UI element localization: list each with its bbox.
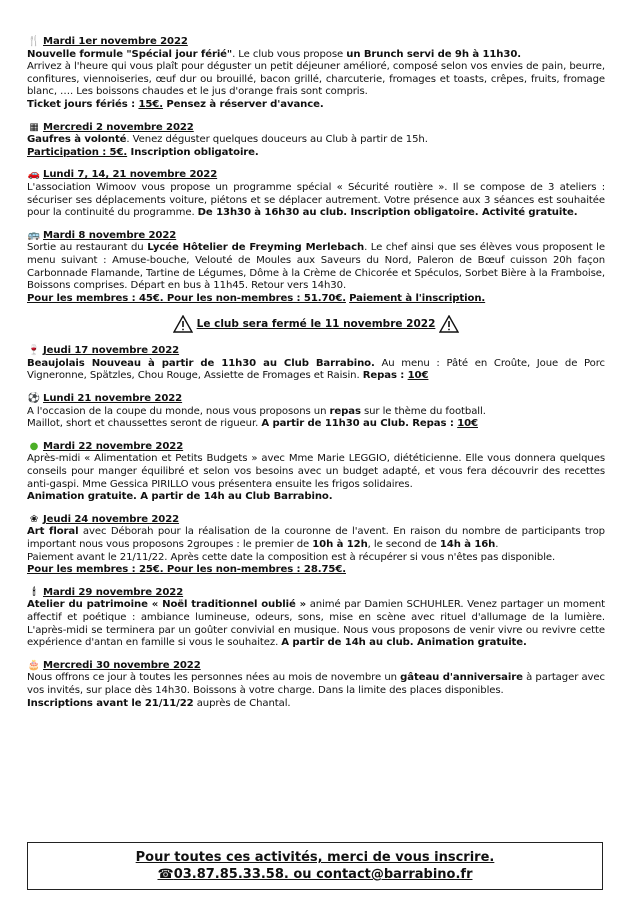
text-segment: . Venez déguster quelques douceurs au Club à partir de 15h.: [126, 134, 428, 146]
apple-icon: ●: [29, 440, 39, 452]
event-text: [27, 182, 605, 220]
event-text: [27, 453, 605, 491]
text-segment: Au menu : Pâté en Croûte, Joue de Porc Vigneronne, Spätzles, Chou Rouge, Assiette de Fromages et Raisin.: [27, 357, 605, 382]
text-segment: auprès de Chantal.: [193, 697, 291, 709]
event-text: [27, 99, 605, 112]
event-item: [27, 587, 605, 650]
text-segment: , le second de: [367, 539, 440, 550]
closed-notice-text: Le club sera fermé le 11 novembre 2022: [196, 318, 436, 331]
event-date: Mardi 29 novembre 2022: [43, 586, 184, 598]
event-title: [27, 169, 605, 182]
event-text: [27, 49, 605, 62]
event-text: [27, 406, 605, 419]
events-part-1: [27, 36, 605, 305]
text-segment: Pour les membres : 45€. Pour les non-membres : 51.70€.: [27, 292, 346, 304]
text-segment: 15€.: [138, 98, 163, 110]
phone-icon: ☎: [157, 867, 174, 882]
event-text: [27, 418, 605, 431]
candle-icon: 🕯: [32, 586, 36, 598]
event-text: [27, 293, 605, 306]
text-segment: Participation : 5€.: [27, 146, 128, 158]
flower-icon: ❀: [29, 513, 39, 525]
closed-notice: [27, 315, 605, 333]
event-title: [27, 587, 605, 600]
text-segment: Pour les membres : 25€. Pour les non-membres : 28.75€.: [27, 564, 346, 576]
event-text: [27, 599, 605, 649]
text-segment: Art floral: [27, 526, 79, 538]
event-item: [27, 122, 605, 160]
event-item: [27, 230, 605, 306]
footer-contact: [28, 867, 602, 882]
warning-icon: [173, 315, 193, 333]
waffle-icon: ▦: [29, 121, 39, 133]
text-segment: 10h à 12h: [312, 539, 368, 550]
text-segment: animé par Damien SCHUHLER. Venez partager un moment affectif et poétique : ambiance lumineuse, odeurs, sons, mise en scène avec rituel d'allumage de la lumière. L'après-midi se terminera par un goûter convivial en musique. Nous vous proposons de venir vivre ou revivre cette expérience d'antan en famille si vous le souhaitez.: [27, 599, 605, 649]
text-segment: Paiement avant le 21/11/22. Après cette date la composition est à récupérer si vous n'êtes pas disponible.: [27, 551, 556, 563]
event-text: [27, 242, 605, 292]
footer-contact-text: 03.87.85.33.58. ou contact@barrabino.fr: [173, 867, 473, 882]
event-text: [27, 698, 605, 711]
event-date: Lundi 7, 14, 21 novembre 2022: [43, 169, 218, 181]
event-date: Mardi 22 novembre 2022: [43, 440, 184, 452]
text-segment: 10€: [457, 418, 478, 430]
event-title: [27, 36, 605, 49]
text-segment: . Le chef ainsi que ses élèves vous proposent le menu suivant : Amuse-bouche, Velouté de Moules aux Saveurs du Nord, Paleron de Bœuf cuisson 20h façon Carbonnade Flamande, Tartine de Légumes, Dôme à la Crème de Chicorée et Spéculos, Sorbet Bière à la Framboise, Boissons comprises. Départ en bus à 11h45. Retour vers 14h30.: [27, 242, 605, 292]
text-segment: sur le thème du football.: [360, 405, 486, 417]
event-date: Mercredi 30 novembre 2022: [43, 659, 201, 671]
event-item: [27, 441, 605, 504]
event-title: [27, 660, 605, 673]
text-segment: Atelier du patrimoine « Noël traditionnel oublié »: [27, 599, 307, 611]
car-icon: 🚗: [27, 169, 41, 181]
cake-icon: 🎂: [27, 659, 41, 671]
event-item: [27, 660, 605, 710]
text-segment: Arrivez à l'heure qui vous plaît pour déguster un petit déjeuner amélioré, composé selon vos envies de pain, beurre, confitures, viennoiseries, œuf dur ou brouillé, bacon grillé, charcuterie, fromages et toasts, crêpes, fruits, fromage blanc, …. Les boissons chaudes et le jus d'orange frais sont compris.: [27, 61, 605, 98]
text-segment: Gaufres à volonté: [27, 134, 127, 146]
text-segment: Paiement à l'inscription.: [349, 292, 486, 304]
text-segment: gâteau d'anniversaire: [400, 672, 523, 684]
text-segment: L'association Wimoov vous propose un programme spécial « Sécurité routière ». Il se compose de 3 ateliers : sécuriser ses déplacements voiture, piétons et se déplacer autrement. Votre présence aux 3 séances est souhaitée pour la continuité du programme.: [27, 181, 605, 219]
event-date: Mardi 1er novembre 2022: [43, 36, 188, 47]
event-item: [27, 345, 605, 383]
event-item: [27, 36, 605, 112]
wine-glass-icon: 🍷: [27, 345, 41, 357]
text-segment: Après-midi « Alimentation et Petits Budgets » avec Mme Marie LEGGIO, diététicienne. Elle vous donnera quelques conseils pour manger équilibré et selon vos besoins avec un budget adapté, et vous fera découvrir des recettes anti-gaspi. Mme Gessica PIRILLO vous présentera ensuite les frigos solidaires.: [27, 453, 605, 490]
text-segment: A l'occasion de la coupe du monde, nous vous proposons un: [27, 405, 330, 417]
newsletter-page: [27, 36, 605, 720]
text-segment: .: [495, 539, 499, 550]
event-title: [27, 345, 605, 358]
event-date: Jeudi 17 novembre 2022: [43, 345, 180, 357]
text-segment: A partir de 14h au club. Animation gratuite.: [281, 637, 527, 649]
event-date: Mercredi 2 novembre 2022: [43, 121, 194, 133]
text-segment: Sortie au restaurant du: [27, 242, 148, 254]
event-text: [27, 61, 605, 99]
text-segment: Pensez à réserver d'avance.: [162, 98, 324, 110]
event-date: Jeudi 24 novembre 2022: [43, 513, 180, 525]
event-date: Mardi 8 novembre 2022: [43, 229, 177, 241]
event-item: [27, 169, 605, 219]
text-segment: De 13h30 à 16h30 au club. Inscription obligatoire. Activité gratuite.: [197, 207, 578, 219]
event-text: [27, 358, 605, 383]
text-segment: Inscription obligatoire.: [127, 146, 259, 158]
event-text: [27, 526, 605, 551]
events-part-2: [27, 345, 605, 710]
footer-line-1: Pour toutes ces activités, merci de vous inscrire.: [135, 850, 495, 865]
text-segment: 14h à 16h: [439, 539, 496, 550]
text-segment: Animation gratuite. A partir de 14h au Club Barrabino.: [27, 491, 333, 503]
warning-icon: [439, 315, 459, 333]
text-segment: un Brunch servi de 9h à 11h30.: [346, 48, 521, 60]
text-segment: Lycée Hôtelier de Freyming Merlebach: [147, 242, 365, 254]
event-text: [27, 147, 605, 160]
event-text: [27, 491, 605, 504]
text-segment: Beaujolais Nouveau à partir de 11h30 au Club Barrabino.: [27, 357, 375, 369]
event-date: Lundi 21 novembre 2022: [43, 393, 183, 405]
text-segment: Ticket jours fériés :: [27, 98, 139, 110]
event-text: [27, 564, 605, 577]
text-segment: A partir de 11h30 au Club. Repas :: [261, 418, 458, 430]
event-item: [27, 514, 605, 577]
text-segment: à partager avec vos invités, sur place dès 14h30. Boissons à votre charge. Dans la limite des places disponibles.: [27, 672, 605, 696]
event-title: [27, 441, 605, 454]
bus-icon: 🚌: [27, 229, 41, 241]
event-text: [27, 672, 605, 697]
event-text: [27, 134, 605, 147]
text-segment: . Le club vous propose: [232, 48, 347, 60]
text-segment: Repas :: [362, 370, 408, 382]
event-item: [27, 393, 605, 431]
fork-knife-icon: 🍴: [27, 36, 41, 47]
event-text: [27, 552, 605, 565]
event-title: [27, 230, 605, 243]
text-segment: Maillot, short et chaussettes seront de rigueur.: [27, 418, 262, 430]
event-title: [27, 122, 605, 135]
event-title: [27, 393, 605, 406]
text-segment: avec Déborah pour la réalisation de la couronne de l'avent. En raison du nombre de participants trop important nous vous proposons 2groupes : le premier de: [27, 526, 605, 550]
text-segment: repas: [329, 405, 361, 417]
text-segment: Inscriptions avant le 21/11/22: [27, 697, 194, 709]
football-icon: ⚽: [27, 393, 41, 405]
text-segment: 10€: [407, 370, 429, 382]
event-title: [27, 514, 605, 527]
registration-footer: [27, 842, 603, 890]
text-segment: Nouvelle formule "Spécial jour férié": [27, 48, 233, 60]
text-segment: Nous offrons ce jour à toutes les personnes nées au mois de novembre un: [27, 672, 401, 684]
